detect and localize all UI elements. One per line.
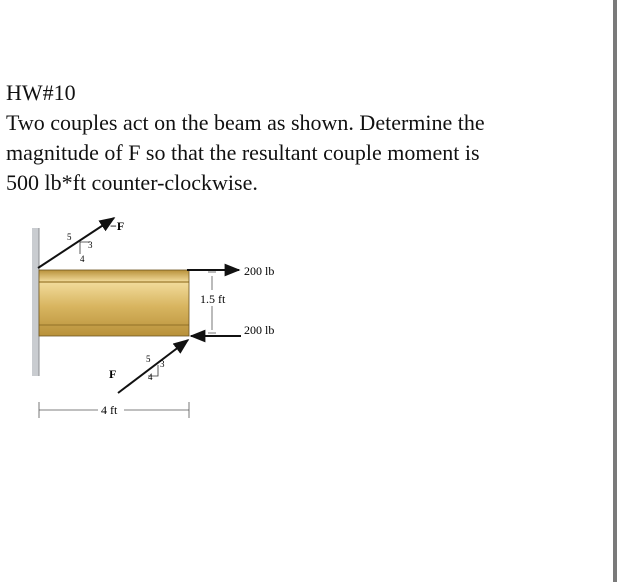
slope-top-rise: 3 bbox=[88, 240, 93, 250]
length-dimension-label: 4 ft bbox=[101, 403, 118, 417]
force-top-label: −F bbox=[110, 219, 125, 233]
couple-top-label: 200 lb bbox=[244, 264, 275, 278]
slope-bottom-hyp: 5 bbox=[146, 354, 151, 364]
slope-bottom-rise: 3 bbox=[160, 359, 165, 369]
scrollbar[interactable] bbox=[613, 0, 617, 582]
slope-top-hyp: 5 bbox=[67, 232, 72, 242]
problem-line-3: 500 lb*ft counter-clockwise. bbox=[6, 170, 258, 195]
problem-title: HW#10 bbox=[6, 80, 76, 105]
force-bottom-label: F bbox=[109, 367, 117, 381]
problem-line-1: Two couples act on the beam as shown. Determine the bbox=[6, 110, 485, 135]
height-dimension-label: 1.5 ft bbox=[200, 292, 226, 306]
problem-line-2: magnitude of F so that the resultant couple moment is bbox=[6, 140, 480, 165]
force-bottom-arrow bbox=[118, 340, 188, 393]
problem-statement bbox=[6, 78, 586, 198]
couple-bottom-label: 200 lb bbox=[244, 323, 275, 337]
wall-support bbox=[32, 228, 39, 376]
force-top-arrow bbox=[38, 218, 114, 268]
beam bbox=[39, 270, 189, 336]
slope-top-run: 4 bbox=[80, 254, 85, 264]
slope-bottom-run: 4 bbox=[148, 372, 153, 382]
beam-figure bbox=[0, 195, 330, 430]
